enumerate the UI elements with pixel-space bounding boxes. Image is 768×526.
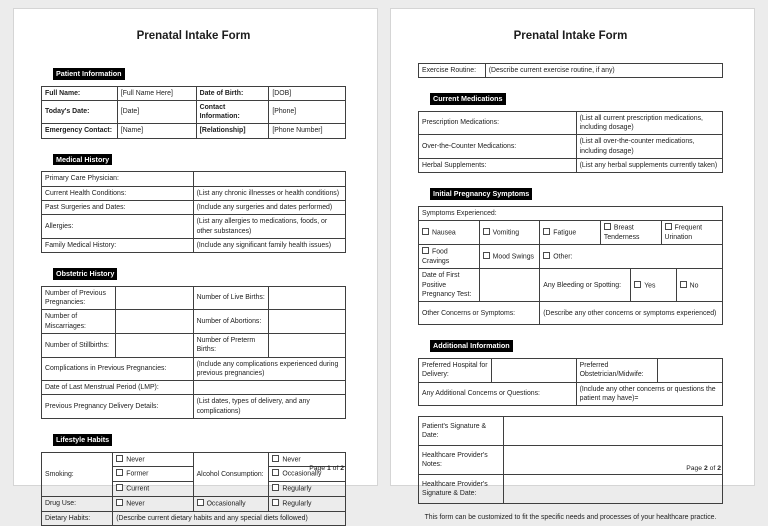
table-row [42,124,346,138]
label-cell: Emergency Contact: [42,124,118,138]
table-row [42,357,346,381]
checkbox-icon[interactable] [483,228,490,235]
input-cell[interactable]: (List all current prescription medications, including dosage) [576,111,722,135]
table-row [42,86,346,100]
table-row [42,172,346,186]
table-row [419,475,723,504]
section-heading: Current Medications [430,93,506,105]
checkbox-option-cell[interactable]: Never [113,497,193,512]
label-cell: Current Health Conditions: [42,186,194,200]
input-cell[interactable]: [Relationship] [196,124,269,138]
input-cell[interactable]: [Phone] [269,100,346,124]
empty-input-cell[interactable] [269,286,346,310]
checkbox-icon[interactable] [272,484,279,491]
signatures-section [418,416,723,504]
checkbox-icon[interactable] [272,469,279,476]
checkbox-option-cell[interactable]: Yes [631,269,676,302]
checkbox-option-cell[interactable]: Nausea [419,221,480,245]
customization-note: This form can be customized to fit the specific needs and processes of your healthcare practice. [424,514,717,522]
empty-input-cell[interactable] [269,310,346,334]
checkbox-icon[interactable] [116,499,123,506]
label-cell: Date of Birth: [196,86,269,100]
label-cell: Patient's Signature & Date: [419,417,504,446]
checkbox-icon[interactable] [116,455,123,462]
page-number-total: 2 [717,465,721,472]
form-table [418,63,723,78]
checkbox-icon[interactable] [634,281,641,288]
label-cell: Alcohol Consumption: [193,452,269,496]
input-cell[interactable]: (Describe current dietary habits and any special diets followed) [113,511,346,525]
label-cell: Any Bleeding or Spotting: [540,269,631,302]
checkbox-option-cell[interactable]: Vomiting [479,221,540,245]
checkbox-option-cell[interactable]: Occasionally [193,497,269,512]
empty-input-cell[interactable] [269,333,346,357]
table-row [419,358,723,382]
checkbox-icon[interactable] [680,281,687,288]
checkbox-icon[interactable] [665,223,672,230]
checkbox-option-cell[interactable]: Occasionally [269,467,346,482]
checkbox-icon[interactable] [422,228,429,235]
page-2-body [418,63,723,504]
table-row [42,381,346,395]
section-heading: Obstetric History [53,268,117,280]
page-number-word: Page [309,465,326,472]
empty-input-cell[interactable] [193,172,345,186]
page-number-total: 2 [340,465,344,472]
input-cell[interactable]: (Describe current exercise routine, if any) [485,64,722,78]
label-cell: Number of Live Births: [193,286,269,310]
label-cell: Complications in Previous Pregnancies: [42,357,194,381]
page-number [686,465,721,472]
label-cell: Date of Last Menstrual Period (LMP): [42,381,194,395]
label-cell: Other Concerns or Symptoms: [419,302,540,325]
table-row [419,111,723,135]
label-cell: Preferred Hospital for Delivery: [419,358,492,382]
label-cell: Past Surgeries and Dates: [42,200,194,214]
section-heading: Lifestyle Habits [53,434,112,446]
patient-information-section [41,63,346,139]
empty-input-cell[interactable] [658,358,723,382]
label-cell: Allergies: [42,215,194,239]
checkbox-option-cell[interactable]: Fatigue [540,221,601,245]
checkbox-icon[interactable] [116,469,123,476]
empty-input-cell[interactable] [503,417,722,446]
checkbox-icon[interactable] [543,228,550,235]
table-row [419,159,723,173]
input-cell[interactable]: (Include any surgeries and dates performed) [193,200,345,214]
checkbox-icon[interactable] [483,252,490,259]
obstetric-history-section [41,263,346,419]
initial-pregnancy-symptoms-section [418,183,723,325]
empty-input-cell[interactable] [503,475,722,504]
empty-input-cell[interactable] [116,310,193,334]
label-cell: Contact Information: [196,100,269,124]
checkbox-icon[interactable] [604,223,611,230]
input-cell[interactable]: (Describe any other concerns or symptoms experienced) [540,302,723,325]
checkbox-option-cell[interactable]: No [676,269,722,302]
table-row [42,238,346,252]
section-heading: Patient Information [53,68,125,80]
page-number-of: of [332,465,339,472]
checkbox-option-cell[interactable]: Frequent Urination [661,221,723,245]
page-2 [390,8,755,522]
page-1 [13,8,378,522]
form-table [418,416,723,504]
form-table [41,86,346,139]
label-cell: Exercise Routine: [419,64,486,78]
label-cell: Smoking: [42,452,113,496]
input-cell[interactable]: (Include any complications experienced during previous pregnancies) [193,357,345,381]
table-row [419,382,723,406]
label-cell: Healthcare Provider's Notes: [419,446,504,475]
label-cell: Prescription Medications: [419,111,577,135]
page-number-word: Page [686,465,703,472]
section-heading: Additional Information [430,340,513,352]
label-cell: Any Additional Concerns or Questions: [419,382,577,406]
input-cell[interactable]: [Name] [117,124,196,138]
table-row [42,452,346,467]
form-table [418,206,723,326]
table-row [42,200,346,214]
checkbox-option-cell[interactable]: Never [113,452,193,467]
checkbox-icon[interactable] [272,455,279,462]
input-cell[interactable]: [Phone Number] [269,124,346,138]
label-cell: Date of First Positive Pregnancy Test: [419,269,480,302]
label-cell: Symptoms Experienced: [419,206,723,220]
page-number [309,465,344,472]
checkbox-icon[interactable] [116,484,123,491]
label-cell: Number of Stillbirths: [42,333,116,357]
table-row [419,302,723,325]
input-cell[interactable]: (Include any other concerns or questions the patient may have)= [576,382,722,406]
page-title: Prenatal Intake Form [513,30,628,42]
checkbox-icon[interactable] [422,247,429,254]
page-number-current: 2 [703,465,708,472]
label-cell: Number of Previous Pregnancies: [42,286,116,310]
form-table [41,286,346,419]
current-medications-section [418,88,723,173]
label-cell: Over-the-Counter Medications: [419,135,577,159]
section-heading: Initial Pregnancy Symptoms [430,188,532,200]
empty-input-cell[interactable] [116,333,193,357]
input-cell[interactable]: [DOB] [269,86,346,100]
additional-information-section [418,335,723,406]
label-cell: Number of Abortions: [193,310,269,334]
page-number-of: of [709,465,716,472]
checkbox-option-cell[interactable]: Breast Tenderness [600,221,661,245]
medical-history-section [41,149,346,253]
form-table [418,358,723,406]
table-row [419,446,723,475]
table-row [42,395,346,419]
table-row [42,215,346,239]
label-cell: Full Name: [42,86,118,100]
empty-input-cell[interactable] [116,286,193,310]
form-table [41,171,346,253]
label-cell: Healthcare Provider's Signature & Date: [419,475,504,504]
input-cell[interactable]: [Full Name Here] [117,86,196,100]
form-table [41,452,346,526]
input-cell[interactable]: (List any chronic illnesses or health conditions) [193,186,345,200]
table-row [42,286,346,310]
table-row [42,310,346,334]
table-row [419,64,723,78]
checkbox-icon[interactable] [543,252,550,259]
section-heading: Medical History [53,154,112,166]
table-row [419,417,723,446]
table-row [419,245,723,269]
checkbox-option-cell[interactable]: Food Cravings [419,245,480,269]
checkbox-icon[interactable] [197,499,204,506]
form-table [418,111,723,174]
label-cell: Dietary Habits: [42,511,113,525]
input-cell[interactable]: (List all over-the-counter medications, including dosage) [576,135,722,159]
label-cell: Number of Preterm Births: [193,333,269,357]
page-1-body [41,63,346,526]
checkbox-icon[interactable] [272,499,279,506]
input-cell[interactable]: [Date] [117,100,196,124]
label-cell: Herbal Supplements: [419,159,577,173]
table-row [419,206,723,220]
label-cell: Primary Care Physician: [42,172,194,186]
label-cell: Family Medical History: [42,238,194,252]
table-row [419,135,723,159]
table-row [42,186,346,200]
exercise-routine-section [418,63,723,78]
checkbox-option-cell[interactable]: Current [113,482,193,497]
page-number-current: 1 [326,465,331,472]
label-cell: Previous Pregnancy Delivery Details: [42,395,194,419]
checkbox-option-cell[interactable]: Regularly [269,497,346,512]
checkbox-option-cell[interactable]: Never [269,452,346,467]
input-cell[interactable]: (List any allergies to medications, foods, or other substances) [193,215,345,239]
table-row [419,221,723,245]
input-cell[interactable]: (Include any significant family health issues) [193,238,345,252]
label-cell: Today's Date: [42,100,118,124]
input-cell[interactable]: (List dates, types of delivery, and any complications) [193,395,345,419]
checkbox-option-cell[interactable]: Former [113,467,193,482]
page-title: Prenatal Intake Form [136,30,251,42]
empty-input-cell[interactable] [193,381,345,395]
table-row [42,497,346,512]
checkbox-option-cell[interactable]: Mood Swings [479,245,540,269]
empty-input-cell[interactable] [479,269,540,302]
label-cell: Number of Miscarriages: [42,310,116,334]
checkbox-option-cell[interactable]: Regularly [269,482,346,497]
input-cell[interactable]: (List any herbal supplements currently taken) [576,159,722,173]
empty-input-cell[interactable] [491,358,576,382]
table-row [419,269,723,302]
lifestyle-habits-section [41,429,346,526]
label-cell: Preferred Obstetrician/Midwife: [576,358,658,382]
label-cell: Drug Use: [42,497,113,512]
table-row [42,100,346,124]
table-row [42,333,346,357]
table-row [42,511,346,525]
checkbox-option-cell[interactable]: Other: [540,245,723,269]
